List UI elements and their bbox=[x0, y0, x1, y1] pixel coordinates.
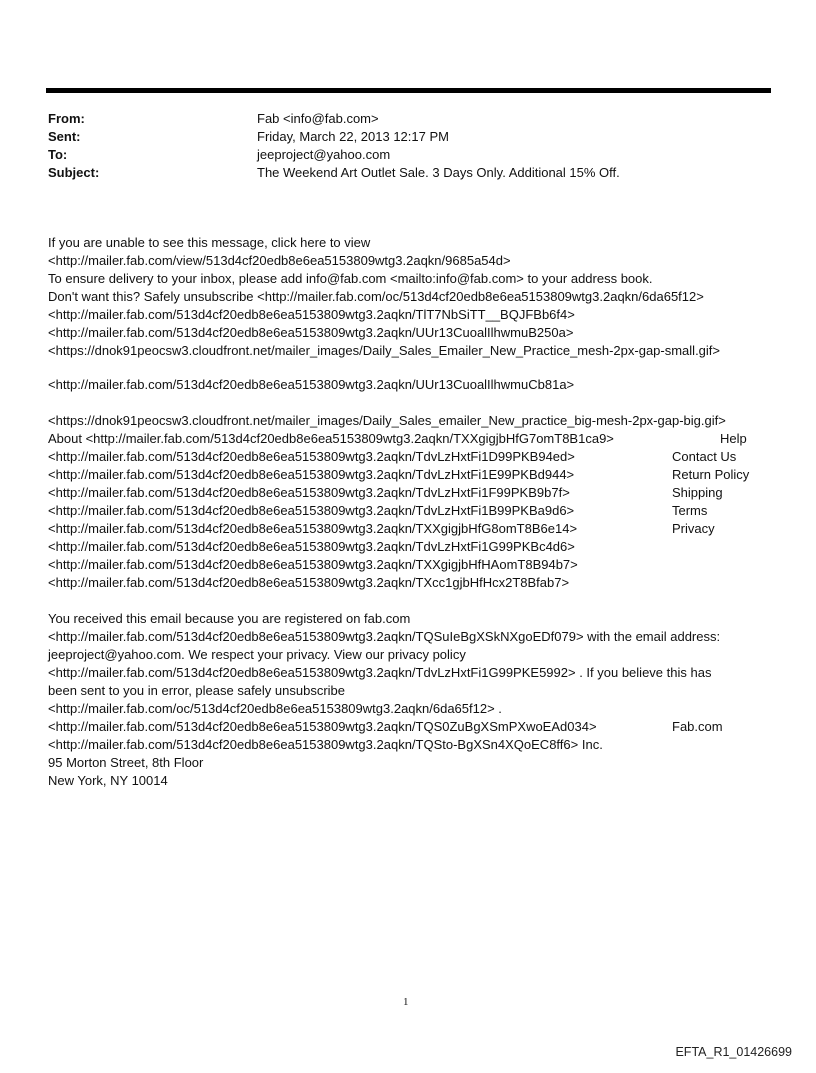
footer-nav-url[interactable]: <http://mailer.fab.com/513d4cf20edb8e6ea5153809wtg3.2aqkn/TdvLzHxtFi1E99PKBd944> bbox=[48, 467, 575, 482]
body-link[interactable]: <http://mailer.fab.com/513d4cf20edb8e6ea5153809wtg3.2aqkn/TlT7NbSiTT__BQJFBb6f4> bbox=[48, 307, 575, 322]
from-label: From: bbox=[48, 111, 85, 126]
footer-link[interactable]: <http://mailer.fab.com/513d4cf20edb8e6ea5153809wtg3.2aqkn/TQS0ZuBgXSmPXwoEAd034> bbox=[48, 719, 597, 734]
footer-nav-url[interactable]: <http://mailer.fab.com/513d4cf20edb8e6ea5153809wtg3.2aqkn/TdvLzHxtFi1F99PKB9b7f> bbox=[48, 485, 570, 500]
body-line: Don't want this? Safely unsubscribe <http://mailer.fab.com/oc/513d4cf20edb8e6ea5153809wtg3.2aqkn/6da65f12> bbox=[48, 289, 704, 304]
body-link[interactable]: <http://mailer.fab.com/view/513d4cf20edb8e6ea5153809wtg3.2aqkn/9685a54d> bbox=[48, 253, 511, 268]
body-link[interactable]: <http://mailer.fab.com/513d4cf20edb8e6ea5153809wtg3.2aqkn/UUr13CuoalIlhwmuB250a> bbox=[48, 325, 574, 340]
body-link[interactable]: <https://dnok91peocsw3.cloudfront.net/mailer_images/Daily_Sales_Emailer_New_Practice_mesh-2px-gap-small.gif> bbox=[48, 343, 721, 358]
body-link[interactable]: <http://mailer.fab.com/513d4cf20edb8e6ea5153809wtg3.2aqkn/UUr13CuoalIlhwmuCb81a> bbox=[48, 377, 575, 392]
privacy-link[interactable]: Privacy bbox=[672, 521, 715, 536]
footer-nav-url[interactable]: <http://mailer.fab.com/513d4cf20edb8e6ea5153809wtg3.2aqkn/TdvLzHxtFi1G99PKBc4d6> bbox=[48, 539, 575, 554]
footer-nav-url[interactable]: <http://mailer.fab.com/513d4cf20edb8e6ea5153809wtg3.2aqkn/TdvLzHxtFi1D99PKB94ed> bbox=[48, 449, 575, 464]
company-label: Fab.com bbox=[672, 719, 723, 734]
body-link[interactable]: <https://dnok91peocsw3.cloudfront.net/mailer_images/Daily_Sales_emailer_New_practice_big-mesh-2px-gap-big.gif> bbox=[48, 413, 726, 428]
footer-text: <http://mailer.fab.com/513d4cf20edb8e6ea5153809wtg3.2aqkn/TQSuIeBgXSkNXgoEDf079> with the email address: bbox=[48, 629, 721, 644]
subject-label: Subject: bbox=[48, 165, 100, 180]
to-value: jeeproject@yahoo.com bbox=[257, 147, 391, 162]
about-link[interactable]: About <http://mailer.fab.com/513d4cf20edb8e6ea5153809wtg3.2aqkn/TXXgigjbHfG7omT8B1ca9> bbox=[48, 431, 614, 446]
footer-link[interactable]: <http://mailer.fab.com/513d4cf20edb8e6ea5153809wtg3.2aqkn/TQSto-BgXSn4XQoEC8ff6> Inc. bbox=[48, 737, 603, 752]
help-link[interactable]: Help bbox=[720, 431, 747, 446]
footer-text: jeeproject@yahoo.com. We respect your privacy. View our privacy policy bbox=[48, 647, 466, 662]
address-line: New York, NY 10014 bbox=[48, 773, 168, 788]
footer-text: You received this email because you are registered on fab.com bbox=[48, 611, 411, 626]
to-label: To: bbox=[48, 147, 68, 162]
unsubscribe-link[interactable]: <http://mailer.fab.com/oc/513d4cf20edb8e6ea5153809wtg3.2aqkn/6da65f12> . bbox=[48, 701, 502, 716]
contact-us-link[interactable]: Contact Us bbox=[672, 449, 737, 464]
document-id: EFTA_R1_01426699 bbox=[675, 1045, 792, 1059]
footer-nav-url[interactable]: <http://mailer.fab.com/513d4cf20edb8e6ea5153809wtg3.2aqkn/TXcc1gjbHfHcx2T8Bfab7> bbox=[48, 575, 570, 590]
body-line: If you are unable to see this message, click here to view bbox=[48, 235, 371, 250]
header-rule bbox=[46, 88, 771, 93]
footer-nav-url[interactable]: <http://mailer.fab.com/513d4cf20edb8e6ea5153809wtg3.2aqkn/TXXgigjbHfG8omT8B6e14> bbox=[48, 521, 578, 536]
subject-value: The Weekend Art Outlet Sale. 3 Days Only. Additional 15% Off. bbox=[257, 165, 620, 180]
address-line: 95 Morton Street, 8th Floor bbox=[48, 755, 204, 770]
return-policy-link[interactable]: Return Policy bbox=[672, 467, 750, 482]
sent-label: Sent: bbox=[48, 129, 81, 144]
footer-nav-url[interactable]: <http://mailer.fab.com/513d4cf20edb8e6ea5153809wtg3.2aqkn/TdvLzHxtFi1B99PKBa9d6> bbox=[48, 503, 575, 518]
shipping-link[interactable]: Shipping bbox=[672, 485, 723, 500]
from-value: Fab <info@fab.com> bbox=[257, 111, 379, 126]
sent-value: Friday, March 22, 2013 12:17 PM bbox=[257, 129, 449, 144]
footer-text: <http://mailer.fab.com/513d4cf20edb8e6ea5153809wtg3.2aqkn/TdvLzHxtFi1G99PKE5992> . If you believe this has bbox=[48, 665, 712, 680]
body-line: To ensure delivery to your inbox, please add info@fab.com <mailto:info@fab.com> to your address book. bbox=[48, 271, 653, 286]
footer-nav-url[interactable]: <http://mailer.fab.com/513d4cf20edb8e6ea5153809wtg3.2aqkn/TXXgigjbHfHAomT8B94b7> bbox=[48, 557, 578, 572]
page-number: 1 bbox=[403, 996, 409, 1008]
footer-text: been sent to you in error, please safely unsubscribe bbox=[48, 683, 346, 698]
terms-link[interactable]: Terms bbox=[672, 503, 708, 518]
